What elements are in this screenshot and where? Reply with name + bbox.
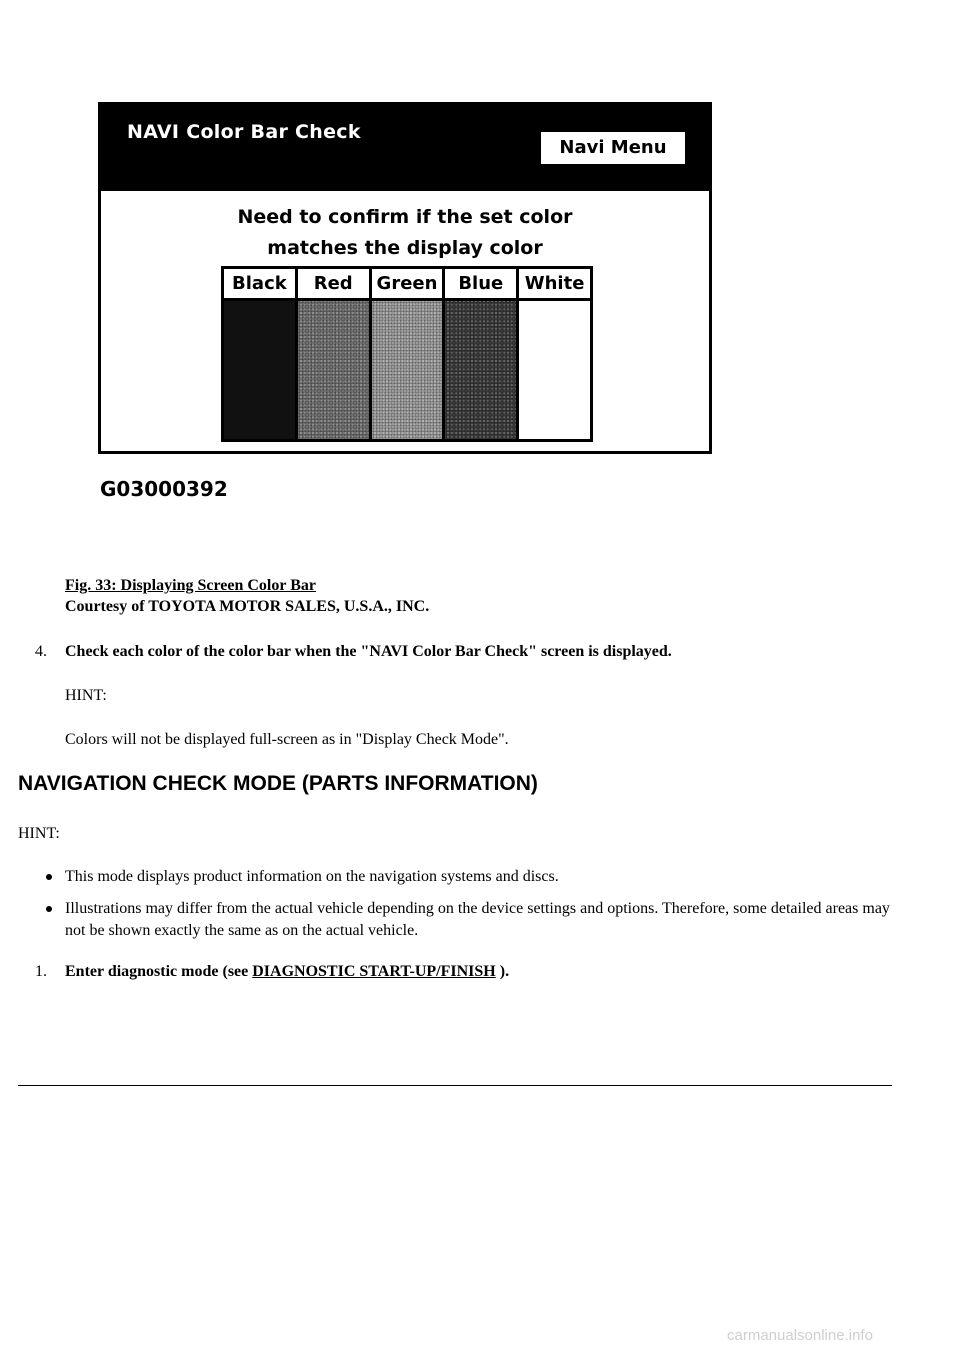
- figure-title: Fig. 33: Displaying Screen Color Bar: [65, 577, 316, 594]
- color-label: Black: [224, 269, 295, 301]
- color-column-white: [516, 269, 590, 439]
- navi-screen-header: [101, 105, 709, 191]
- bullet-text: Illustrations may differ from the actual vehicle depending on the device settings and options. Therefore, some detailed areas may not be shown exactly the same as on the actual vehicle.: [65, 900, 890, 939]
- color-swatch-blue: [445, 301, 516, 439]
- message-line-1: Need to confirm if the set color: [237, 206, 573, 228]
- step-text: Check each color of the color bar when the "NAVI Color Bar Check" screen is displayed.: [65, 643, 672, 660]
- color-column-green: [369, 269, 443, 439]
- color-label: Blue: [445, 269, 516, 301]
- step-4: [35, 641, 915, 662]
- figure-courtesy: Courtesy of TOYOTA MOTOR SALES, U.S.A., INC.: [65, 598, 430, 615]
- step-1: [35, 961, 915, 982]
- color-swatch-red: [298, 301, 369, 439]
- navi-screen-message: [101, 202, 709, 264]
- color-label: Red: [298, 269, 369, 301]
- step-number: 4.: [35, 643, 47, 660]
- diagnostic-startup-link[interactable]: DIAGNOSTIC START-UP/FINISH: [252, 963, 496, 980]
- color-label: White: [519, 269, 590, 301]
- step-4-hint-label: HINT:: [65, 687, 107, 704]
- step-text-before: Enter diagnostic mode (see: [65, 963, 253, 980]
- section-heading: NAVIGATION CHECK MODE (PARTS INFORMATION): [18, 772, 538, 795]
- bullet-icon: [46, 906, 52, 912]
- step-number: 1.: [35, 963, 47, 980]
- color-swatch-green: [372, 301, 443, 439]
- step-text-after: ).: [495, 963, 510, 980]
- step-4-hint-text: Colors will not be displayed full-screen as in "Display Check Mode".: [65, 731, 509, 748]
- navi-screen-illustration: [98, 102, 712, 454]
- color-column-black: [224, 269, 295, 439]
- list-item: [44, 898, 904, 942]
- color-bar-table: [221, 266, 593, 442]
- color-column-blue: [442, 269, 516, 439]
- color-swatch-white: [519, 301, 590, 439]
- list-item: [44, 866, 904, 888]
- color-label: Green: [372, 269, 443, 301]
- navi-screen-title: NAVI Color Bar Check: [127, 121, 361, 143]
- site-watermark: carmanualsonline.info: [727, 1327, 873, 1344]
- section-hint-label: HINT:: [18, 825, 60, 842]
- bullet-text: This mode displays product information on the navigation systems and discs.: [65, 868, 559, 885]
- message-line-2: matches the display color: [267, 237, 543, 259]
- step-text: [65, 961, 509, 982]
- figure-caption: [65, 575, 429, 617]
- color-swatch-black: [224, 301, 295, 439]
- hint-bullet-list: [44, 866, 904, 952]
- bullet-icon: [46, 874, 52, 880]
- color-column-red: [295, 269, 369, 439]
- navi-menu-button: Navi Menu: [541, 132, 685, 164]
- figure-code: G03000392: [100, 477, 228, 501]
- page-divider: [18, 1085, 892, 1086]
